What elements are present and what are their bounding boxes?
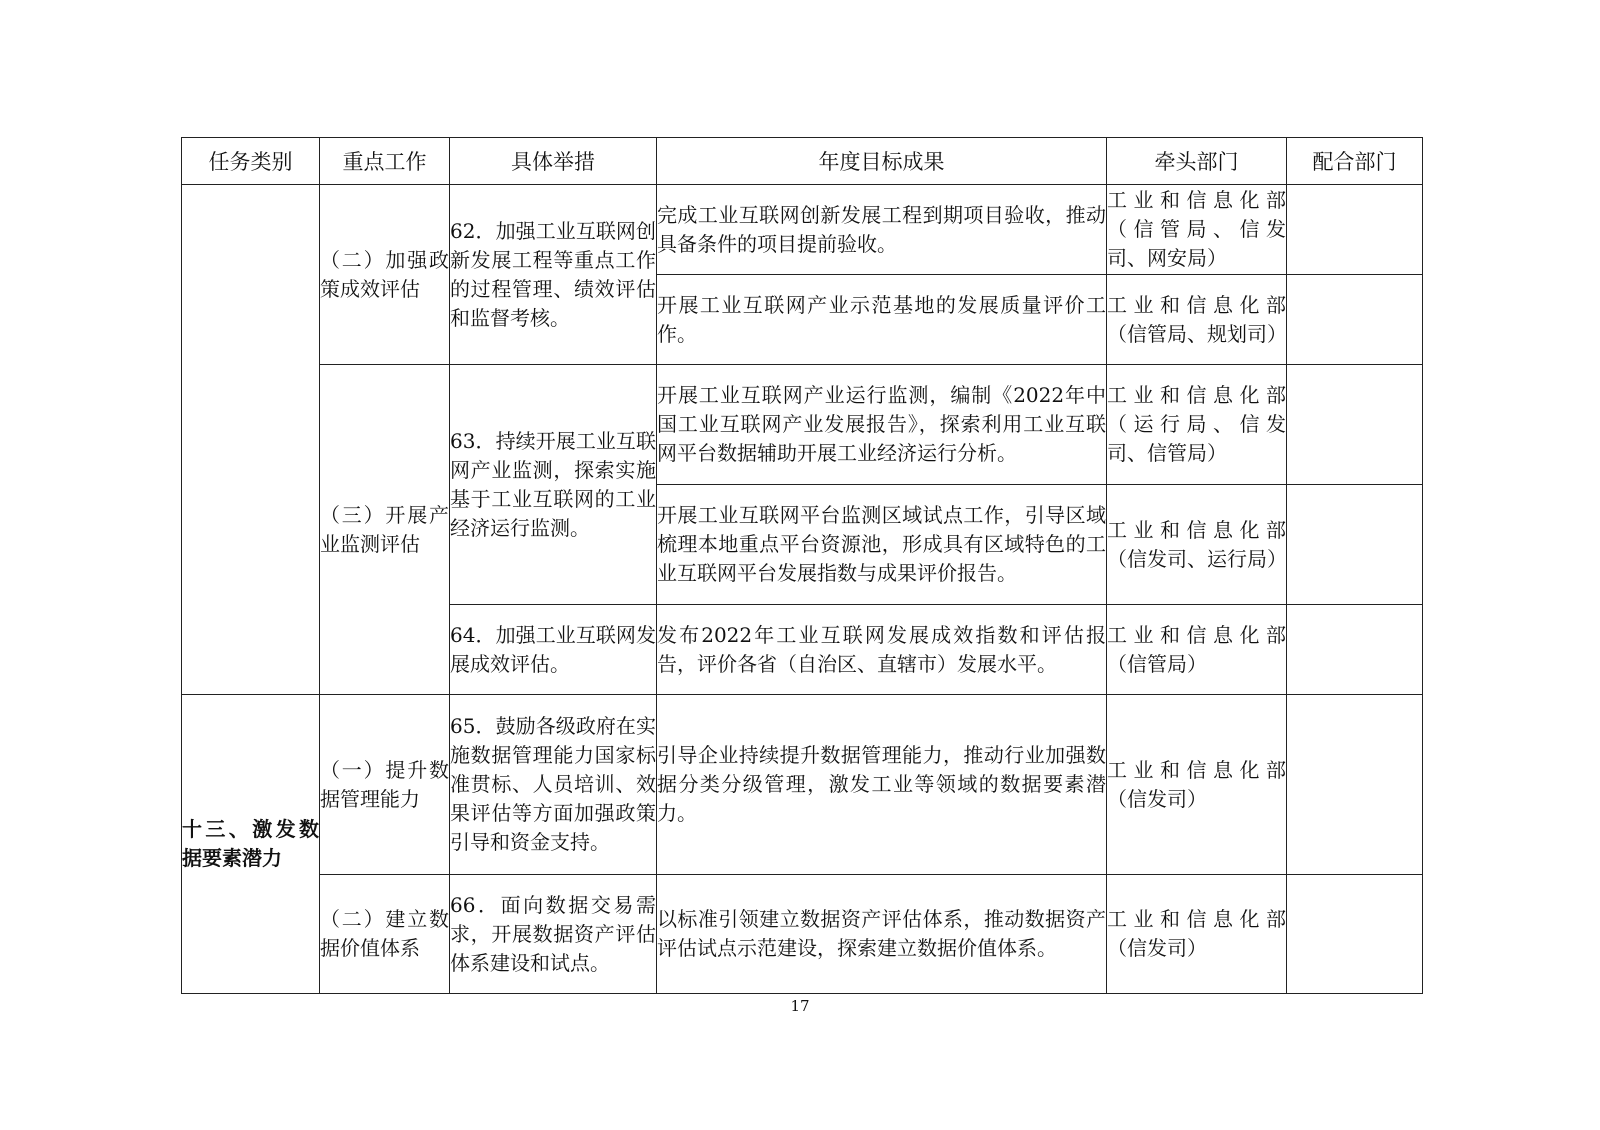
page-number: 17 (790, 997, 810, 1015)
measure-cell: 64．加强工业互联网发展成效评估。 (450, 605, 657, 695)
header-key-work: 重点工作 (320, 138, 450, 185)
lead-dept-cell: 工业和信息化部（信发司） (1107, 875, 1287, 994)
key-work-cell: （二）建立数据价值体系 (320, 875, 450, 994)
measure-cell: 62．加强工业互联网创新发展工程等重点工作的过程管理、绩效评估和监督考核。 (450, 185, 657, 365)
goal-cell: 开展工业互联网产业示范基地的发展质量评价工作。 (657, 275, 1107, 365)
goal-cell: 引导企业持续提升数据管理能力，推动行业加强数据分类分级管理，激发工业等领域的数据要素潜力。 (657, 695, 1107, 875)
header-lead-department: 牵头部门 (1107, 138, 1287, 185)
coop-dept-cell (1287, 875, 1423, 994)
key-work-cell: （二）加强政策成效评估 (320, 185, 450, 365)
goal-cell: 开展工业互联网产业运行监测，编制《2022年中国工业互联网产业发展报告》，探索利用工业互联网平台数据辅助开展工业经济运行分析。 (657, 365, 1107, 485)
key-work-cell: （三）开展产业监测评估 (320, 365, 450, 695)
coop-dept-cell (1287, 605, 1423, 695)
goal-cell: 完成工业互联网创新发展工程到期项目验收，推动具备条件的项目提前验收。 (657, 185, 1107, 275)
table-row (182, 365, 1423, 485)
coop-dept-cell (1287, 185, 1423, 275)
task-table (181, 137, 1423, 994)
header-category: 任务类别 (182, 138, 320, 185)
lead-dept-cell: 工业和信息化部（运行局、信发司、信管局） (1107, 365, 1287, 485)
header-measures: 具体举措 (450, 138, 657, 185)
measure-cell: 65．鼓励各级政府在实施数据管理能力国家标准贯标、人员培训、效果评估等方面加强政策引导和资金支持。 (450, 695, 657, 875)
header-annual-goals: 年度目标成果 (657, 138, 1107, 185)
lead-dept-cell: 工业和信息化部（信管局、规划司） (1107, 275, 1287, 365)
coop-dept-cell (1287, 275, 1423, 365)
table-header-row (182, 138, 1423, 185)
lead-dept-cell: 工业和信息化部（信发司、运行局） (1107, 485, 1287, 605)
coop-dept-cell (1287, 365, 1423, 485)
goal-cell: 以标准引领建立数据资产评估体系，推动数据资产评估试点示范建设，探索建立数据价值体系。 (657, 875, 1107, 994)
key-work-cell: （一）提升数据管理能力 (320, 695, 450, 875)
lead-dept-cell: 工业和信息化部（信管局、信发司、网安局） (1107, 185, 1287, 275)
goal-cell: 开展工业互联网平台监测区域试点工作，引导区域梳理本地重点平台资源池，形成具有区域特色的工业互联网平台发展指数与成果评价报告。 (657, 485, 1107, 605)
coop-dept-cell (1287, 695, 1423, 875)
header-cooperating-department: 配合部门 (1287, 138, 1423, 185)
category-cell-continued (182, 185, 320, 695)
table-row (182, 875, 1423, 994)
coop-dept-cell (1287, 485, 1423, 605)
goal-cell: 发布2022年工业互联网发展成效指数和评估报告，评价各省（自治区、直辖市）发展水平。 (657, 605, 1107, 695)
measure-cell: 66．面向数据交易需求，开展数据资产评估体系建设和试点。 (450, 875, 657, 994)
lead-dept-cell: 工业和信息化部（信管局） (1107, 605, 1287, 695)
category-cell: 十三、激发数据要素潜力 (182, 695, 320, 994)
measure-cell: 63．持续开展工业互联网产业监测，探索实施基于工业互联网的工业经济运行监测。 (450, 365, 657, 605)
table-row (182, 695, 1423, 875)
lead-dept-cell: 工业和信息化部（信发司） (1107, 695, 1287, 875)
table-row (182, 185, 1423, 275)
